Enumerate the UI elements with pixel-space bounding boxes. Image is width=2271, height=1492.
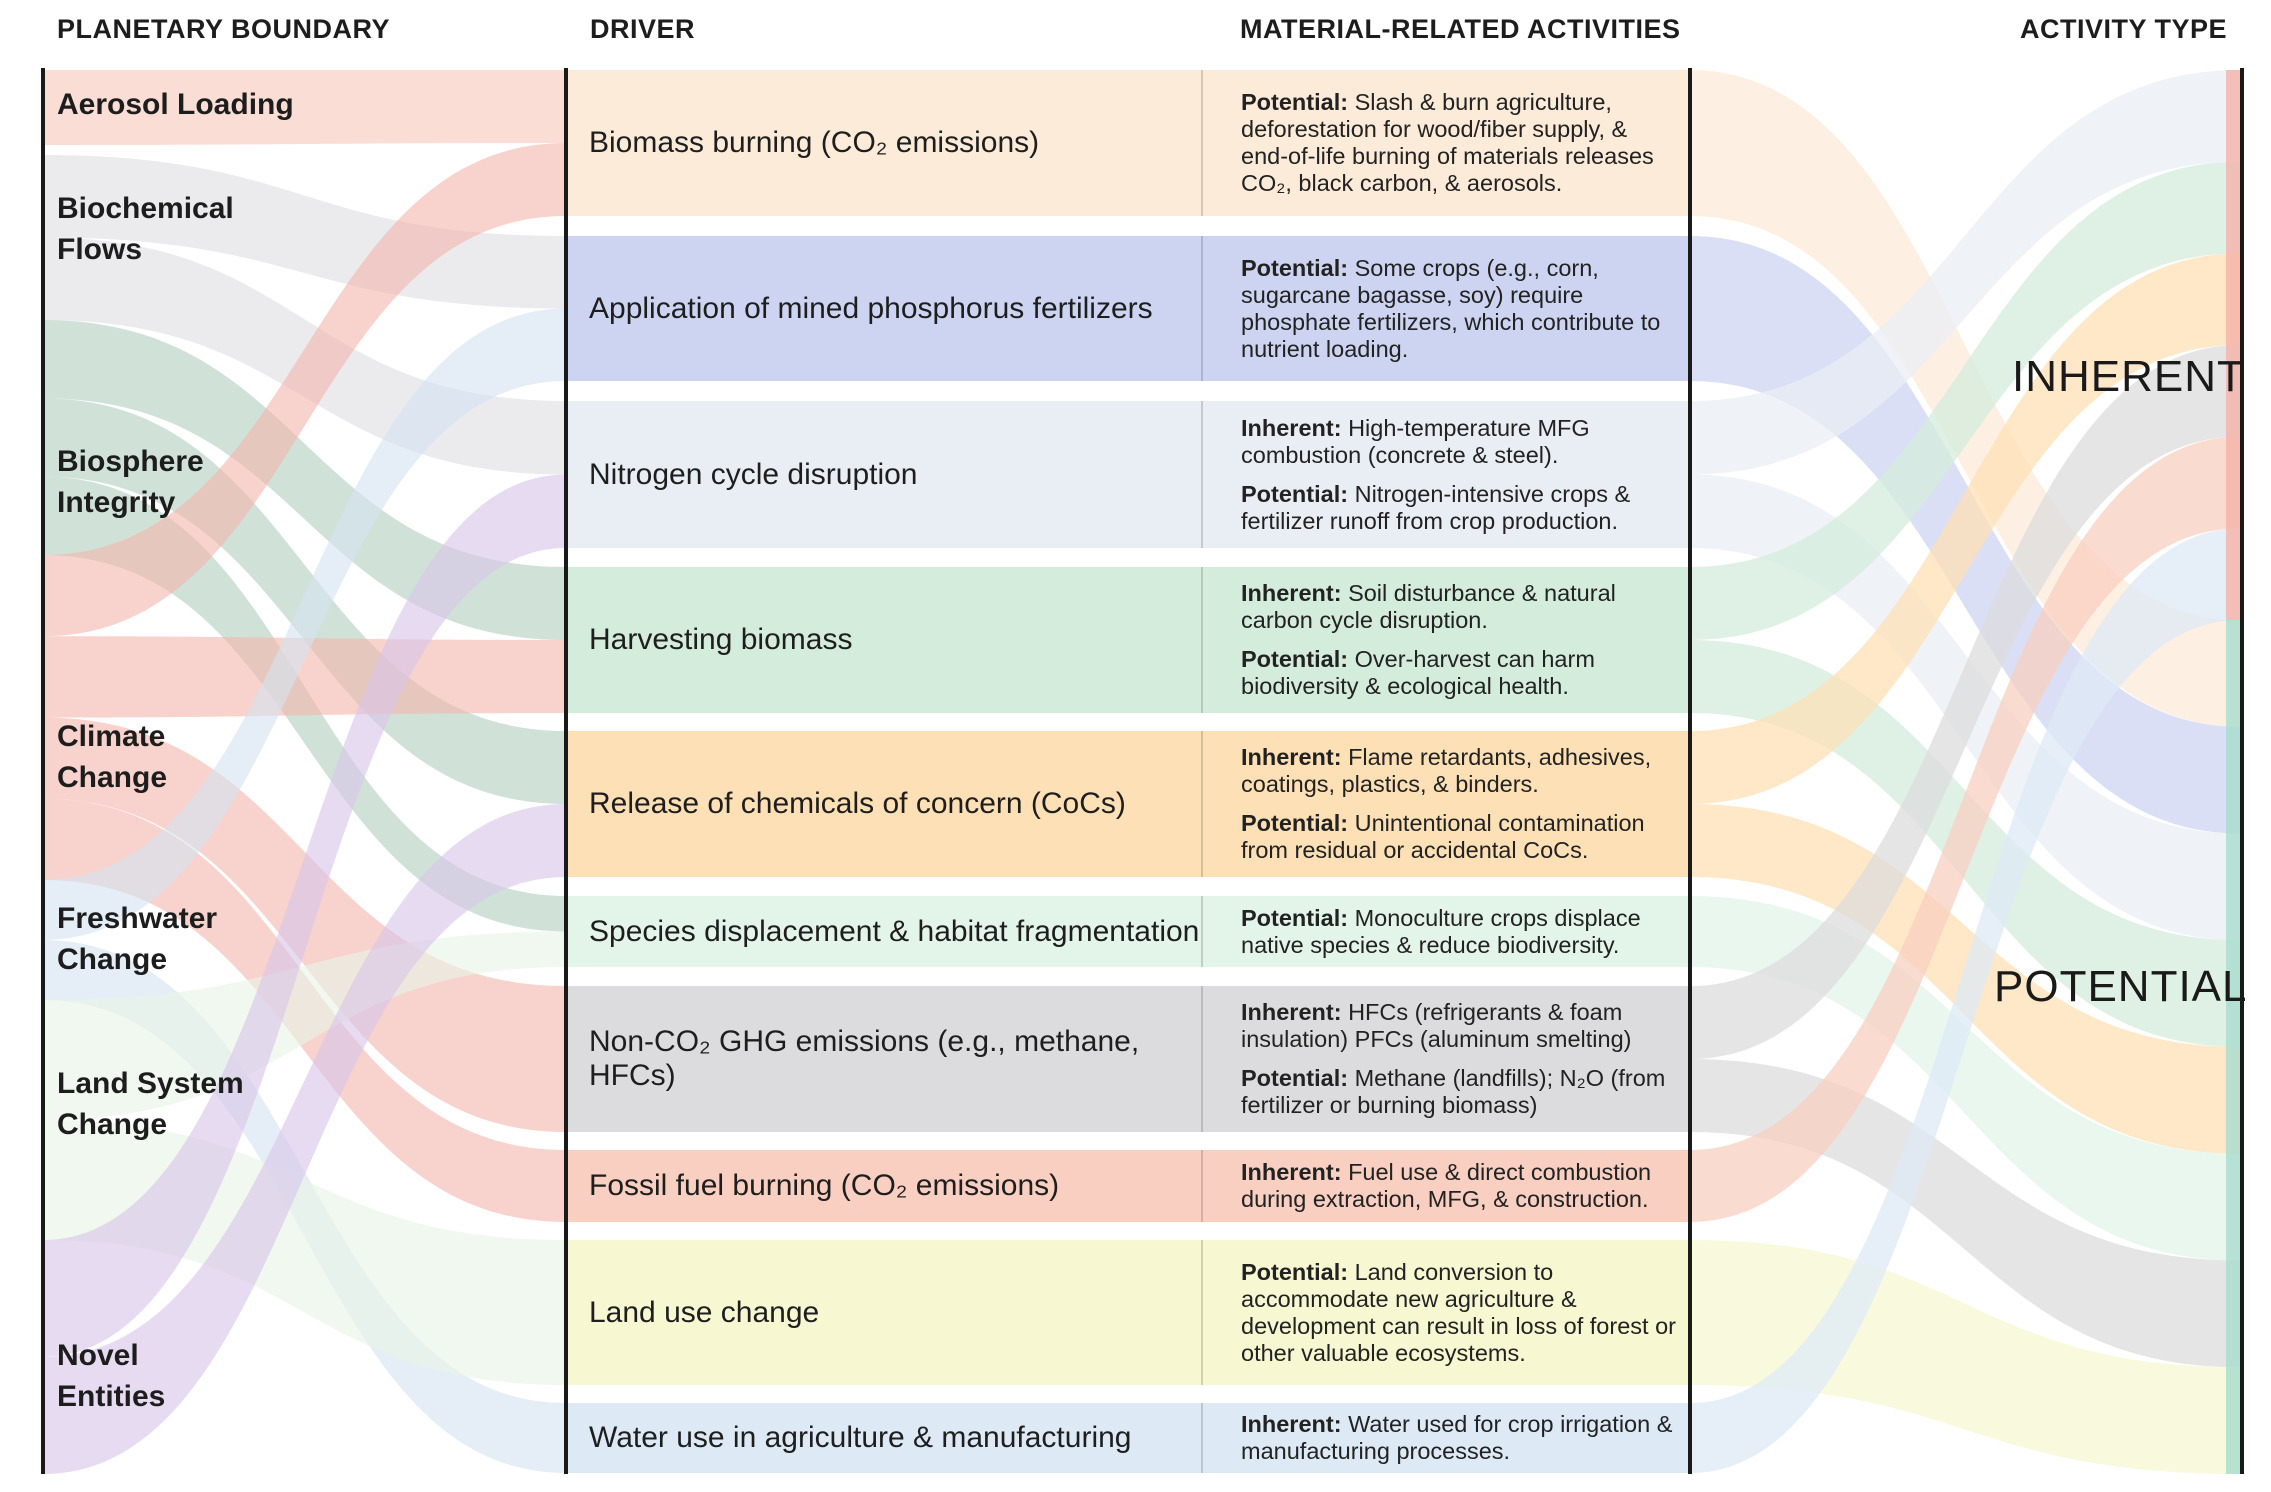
boundary-label-line1: Freshwater xyxy=(57,902,218,935)
activity-description: Fuel use & direct combustion during extraction, MFG, & construction. xyxy=(1241,1159,1652,1212)
driver-label: Species displacement & habitat fragmentation xyxy=(589,914,1200,948)
activity-cell-8 xyxy=(1201,1150,1688,1222)
activity-description: Land conversion to accommodate new agriculture & development can result in loss of forest or other valuable ecosystems. xyxy=(1241,1258,1676,1366)
boundary-label-climate-change xyxy=(57,716,167,798)
boundary-label-line2: Flows xyxy=(57,233,143,266)
boundary-label-line1: Aerosol Loading xyxy=(57,88,294,121)
boundary-label-line1: Biosphere xyxy=(57,445,204,478)
activity-entry xyxy=(1241,89,1680,197)
activity-entry xyxy=(1241,999,1680,1053)
activity-description: Flame retardants, adhesives, coatings, plastics, & binders. xyxy=(1241,744,1652,797)
activity-entry xyxy=(1241,1065,1680,1119)
boundary-label-land-system-change xyxy=(57,1063,244,1145)
activity-cell-6 xyxy=(1201,896,1688,967)
activity-entry xyxy=(1241,1411,1680,1465)
header-material-activities: MATERIAL-RELATED ACTIVITIES xyxy=(1240,14,1681,44)
activity-type-tag: Potential: xyxy=(1241,254,1349,281)
boundary-label-freshwater-change xyxy=(57,898,217,980)
activity-cell-3 xyxy=(1201,401,1688,548)
driver-species-displacement-habitat-fragmentation xyxy=(567,896,1201,967)
activity-entry xyxy=(1241,744,1680,798)
driver-right-line xyxy=(1688,68,1692,1474)
boundary-label-line2: Change xyxy=(57,943,168,976)
header-activity-type: ACTIVITY TYPE xyxy=(2020,14,2228,44)
activity-description: Nitrogen-intensive crops & fertilizer runoff from crop production. xyxy=(1241,480,1631,534)
boundary-label-line1: Land System xyxy=(57,1067,244,1100)
activity-description: HFCs (refrigerants & foam insulation) PFCs (aluminum smelting) xyxy=(1241,999,1632,1052)
driver-label: Application of mined phosphorus fertilizers xyxy=(589,291,1153,325)
activity-cell-2 xyxy=(1201,236,1688,381)
boundary-label-line2: Integrity xyxy=(57,486,176,519)
activity-type-tag: Inherent: xyxy=(1241,414,1342,441)
activity-type-tag: Potential: xyxy=(1241,1258,1349,1285)
driver-biomass-burning-co-emissions xyxy=(567,70,1201,216)
boundary-label-line2: Change xyxy=(57,1108,168,1141)
driver-left-line xyxy=(564,68,568,1474)
driver-label: Land use change xyxy=(589,1295,820,1329)
activity-type-tag: Potential: xyxy=(1241,904,1349,931)
activity-type-bar-inherent xyxy=(2226,70,2240,620)
driver-label: Release of chemicals of concern (CoCs) xyxy=(589,787,1126,820)
header-planetary-boundary: PLANETARY BOUNDARY xyxy=(57,14,391,44)
boundary-label-biochemical-flows xyxy=(57,188,234,270)
activity-description: Methane (landfills); N₂O (from fertilizer or burning biomass) xyxy=(1241,1065,1666,1118)
activity-type-inherent: INHERENT xyxy=(2012,352,2245,401)
driver-harvesting-biomass xyxy=(567,567,1201,713)
activity-cell-5 xyxy=(1201,731,1688,877)
boundary-label-aerosol-loading xyxy=(57,84,294,125)
activity-cell-10 xyxy=(1201,1403,1688,1473)
activity-description: Over-harvest can harm biodiversity & ecological health. xyxy=(1241,646,1595,699)
activity-type-tag: Inherent: xyxy=(1241,999,1342,1025)
activity-entry xyxy=(1241,810,1680,864)
activity-entry xyxy=(1241,415,1680,469)
activity-type-tag: Inherent: xyxy=(1241,744,1342,770)
driver-water-use-in-agriculture-manufacturing xyxy=(567,1403,1201,1473)
driver-fossil-fuel-burning-co-emissions xyxy=(567,1150,1201,1222)
boundary-label-line1: Biochemical xyxy=(57,192,234,225)
boundary-label-biosphere-integrity xyxy=(57,441,204,523)
driver-label: Biomass burning (CO₂ emissions) xyxy=(589,126,1040,159)
activity-type-tag: Inherent: xyxy=(1241,1411,1342,1437)
activity-type-tag: Potential: xyxy=(1241,810,1349,836)
boundary-label-line1: Climate xyxy=(57,720,166,753)
driver-non-co-ghg-emissions-e-g-methane-hfcs xyxy=(567,986,1201,1132)
driver-label: Water use in agriculture & manufacturing xyxy=(589,1421,1132,1454)
boundary-label-line1: Novel xyxy=(57,1339,139,1372)
activity-description: High-temperature MFG combustion (concrete & steel). xyxy=(1241,414,1590,468)
boundary-label-line2: Change xyxy=(57,761,168,794)
driver-release-of-chemicals-of-concern-cocs xyxy=(567,731,1201,877)
boundary-label-line2: Entities xyxy=(57,1380,166,1413)
activity-cell-4 xyxy=(1201,567,1688,713)
header-driver: DRIVER xyxy=(590,14,696,44)
activity-entry xyxy=(1241,1259,1680,1367)
activity-cell-7 xyxy=(1201,986,1688,1132)
activity-description: Soil disturbance & natural carbon cycle disruption. xyxy=(1241,580,1616,633)
driver-land-use-change xyxy=(567,1240,1201,1385)
activity-entry xyxy=(1241,1159,1680,1213)
driver-label: Non-CO₂ GHG emissions (e.g., methane, HFCs) xyxy=(589,1025,1140,1092)
driver-label: Harvesting biomass xyxy=(589,623,853,656)
activity-description: Water used for crop irrigation & manufacturing processes. xyxy=(1241,1411,1673,1464)
activity-type-tag: Inherent: xyxy=(1241,1159,1342,1185)
driver-application-of-mined-phosphorus-fertilizers xyxy=(567,236,1201,381)
activity-type-potential: POTENTIAL xyxy=(1994,962,2248,1011)
activity-entry xyxy=(1241,580,1680,634)
type-axis-line xyxy=(2240,68,2244,1474)
activity-description: Some crops (e.g., corn, sugarcane bagasse, soy) require phosphate fertilizers, which contribute to nutrient loading. xyxy=(1241,254,1661,362)
driver-label: Nitrogen cycle disruption xyxy=(589,457,918,491)
activity-description: Slash & burn agriculture, deforestation for wood/fiber supply, & end-of-life burning of materials releases CO₂, black carbon, & aerosols. xyxy=(1241,89,1654,196)
activity-cell-1 xyxy=(1201,70,1688,216)
activity-description: Unintentional contamination from residual or accidental CoCs. xyxy=(1241,810,1645,863)
activity-type-tag: Potential: xyxy=(1241,646,1349,672)
boundary-label-novel-entities xyxy=(57,1335,165,1417)
driver-nitrogen-cycle-disruption xyxy=(567,401,1201,548)
activity-entry xyxy=(1241,905,1680,959)
activity-type-bar-potential xyxy=(2226,620,2240,1474)
activity-type-tag: Potential: xyxy=(1241,89,1349,115)
activity-type-tag: Inherent: xyxy=(1241,580,1342,606)
activity-type-tag: Potential: xyxy=(1241,1065,1349,1091)
activity-type-tag: Potential: xyxy=(1241,480,1349,507)
boundary-axis-line xyxy=(41,68,45,1474)
activity-entry xyxy=(1241,255,1680,363)
activity-cell-9 xyxy=(1201,1240,1688,1385)
driver-label: Fossil fuel burning (CO₂ emissions) xyxy=(589,1169,1060,1202)
activity-entry xyxy=(1241,481,1680,535)
activity-entry xyxy=(1241,646,1680,700)
activity-description: Monoculture crops displace native species & reduce biodiversity. xyxy=(1241,904,1641,958)
